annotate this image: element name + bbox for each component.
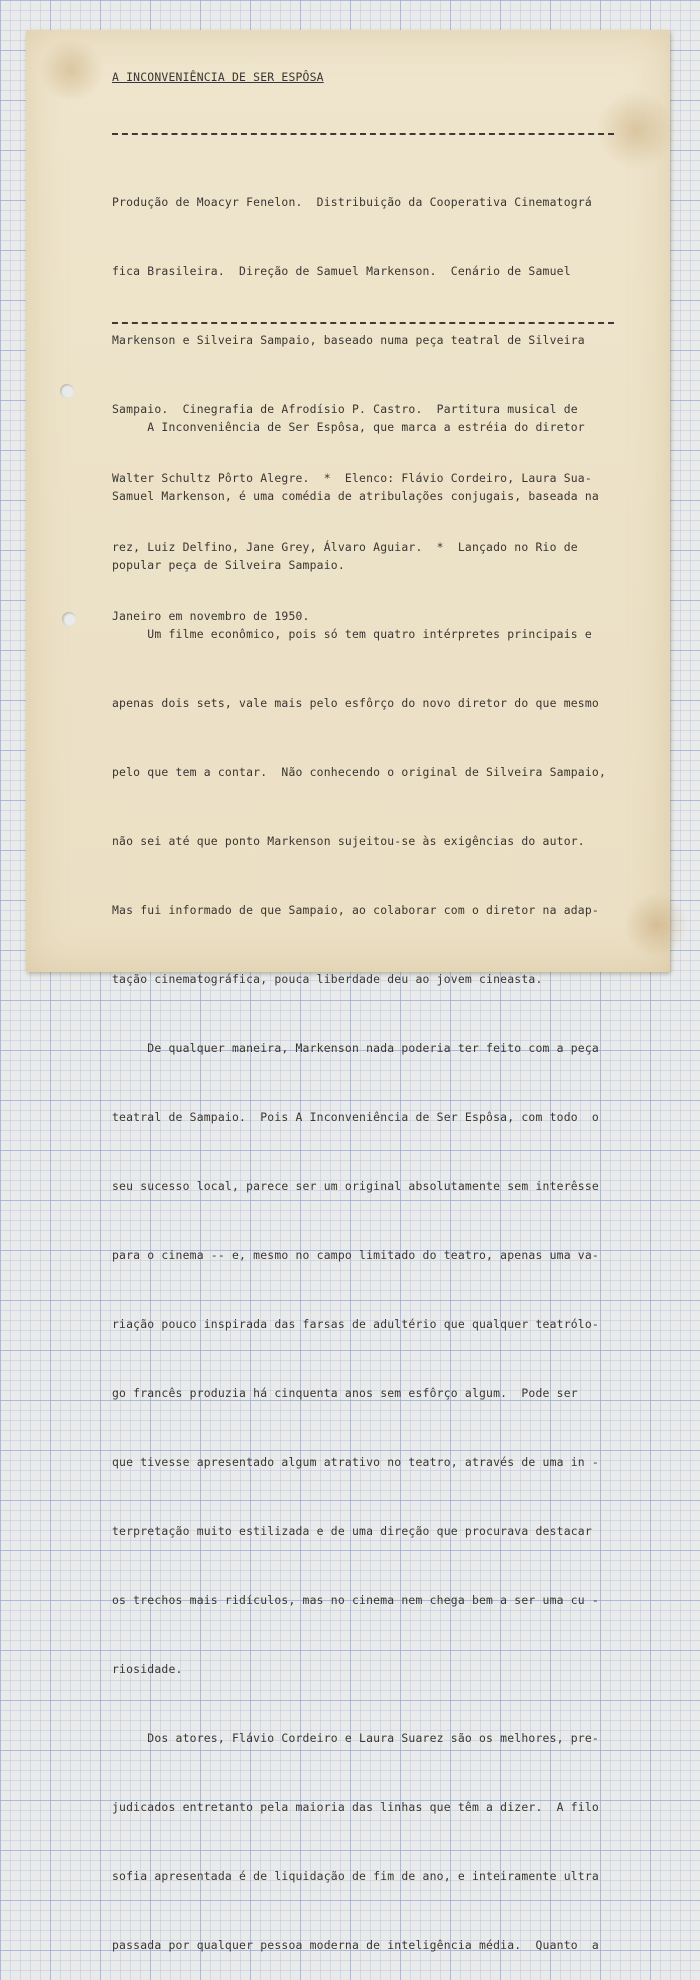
- body-line: A Inconveniência de Ser Espôsa, que marca a estréia do diretor: [112, 420, 585, 434]
- credits-line: Markenson e Silveira Sampaio, baseado numa peça teatral de Silveira: [112, 333, 585, 347]
- body-line: Um filme econômico, pois só tem quatro intérpretes principais e: [112, 627, 592, 641]
- body-line: go francês produzia há cinquenta anos sem esfôrço algum. Pode ser: [112, 1386, 578, 1400]
- document-title: A INCONVENIÊNCIA DE SER ESPÔSA: [112, 70, 324, 84]
- body-line: Samuel Markenson, é uma comédia de atribulações conjugais, baseada na: [112, 489, 599, 503]
- body-line: Dos atores, Flávio Cordeiro e Laura Suarez são os melhores, pre-: [112, 1731, 599, 1745]
- body-line: para o cinema -- e, mesmo no campo limitado do teatro, apenas uma va-: [112, 1248, 599, 1262]
- credits-line: fica Brasileira. Direção de Samuel Markenson. Cenário de Samuel: [112, 264, 571, 278]
- credits-line: Produção de Moacyr Fenelon. Distribuição da Cooperativa Cinematográ: [112, 195, 592, 209]
- punch-hole: [62, 612, 76, 626]
- credits-line: Janeiro em novembro de 1950.: [112, 609, 310, 623]
- divider-top: [112, 133, 614, 135]
- divider-bottom: [112, 322, 614, 324]
- credits-line: Sampaio. Cinegrafia de Afrodísio P. Castro. Partitura musical de: [112, 402, 578, 416]
- body-line: os trechos mais ridículos, mas no cinema nem chega bem a ser uma cu -: [112, 1593, 599, 1607]
- punch-hole: [60, 384, 74, 398]
- body-line: apenas dois sets, vale mais pelo esfôrço do novo diretor do que mesmo: [112, 696, 599, 710]
- body-line: seu sucesso local, parece ser um original absolutamente sem interêsse: [112, 1179, 599, 1193]
- body-line: riação pouco inspirada das farsas de adultério que qualquer teatrólo-: [112, 1317, 599, 1331]
- body-line: não sei até que ponto Markenson sujeitou-se às exigências do autor.: [112, 834, 585, 848]
- body-line: sofia apresentada é de liquidação de fim de ano, e inteiramente ultra: [112, 1869, 599, 1883]
- body-line: terpretação muito estilizada e de uma direção que procurava destacar: [112, 1524, 592, 1538]
- age-stain: [626, 890, 686, 960]
- review-body: [112, 370, 622, 1980]
- body-line: Mas fui informado de que Sampaio, ao colaborar com o diretor na adap-: [112, 903, 599, 917]
- body-line: De qualquer maneira, Markenson nada poderia ter feito com a peça: [112, 1041, 599, 1055]
- body-line: judicados entretanto pela maioria das linhas que têm a dizer. A filo: [112, 1800, 599, 1814]
- body-line: pelo que tem a contar. Não conhecendo o original de Silveira Sampaio,: [112, 765, 607, 779]
- body-line: teatral de Sampaio. Pois A Inconveniência de Ser Espôsa, com todo o: [112, 1110, 599, 1124]
- body-line: riosidade.: [112, 1662, 183, 1676]
- credits-line: Walter Schultz Pôrto Alegre. * Elenco: Flávio Cordeiro, Laura Sua-: [112, 471, 592, 485]
- age-stain: [36, 40, 106, 100]
- body-line: que tivesse apresentado algum atrativo no teatro, através de uma in -: [112, 1455, 599, 1469]
- credits-line: rez, Luiz Delfino, Jane Grey, Álvaro Aguiar. * Lançado no Rio de: [112, 540, 578, 554]
- body-line: passada por qualquer pessoa moderna de inteligência média. Quanto a: [112, 1938, 599, 1952]
- body-line: tação cinematográfica, pouca liberdade deu ao jovem cineasta.: [112, 972, 543, 986]
- body-line: popular peça de Silveira Sampaio.: [112, 558, 345, 572]
